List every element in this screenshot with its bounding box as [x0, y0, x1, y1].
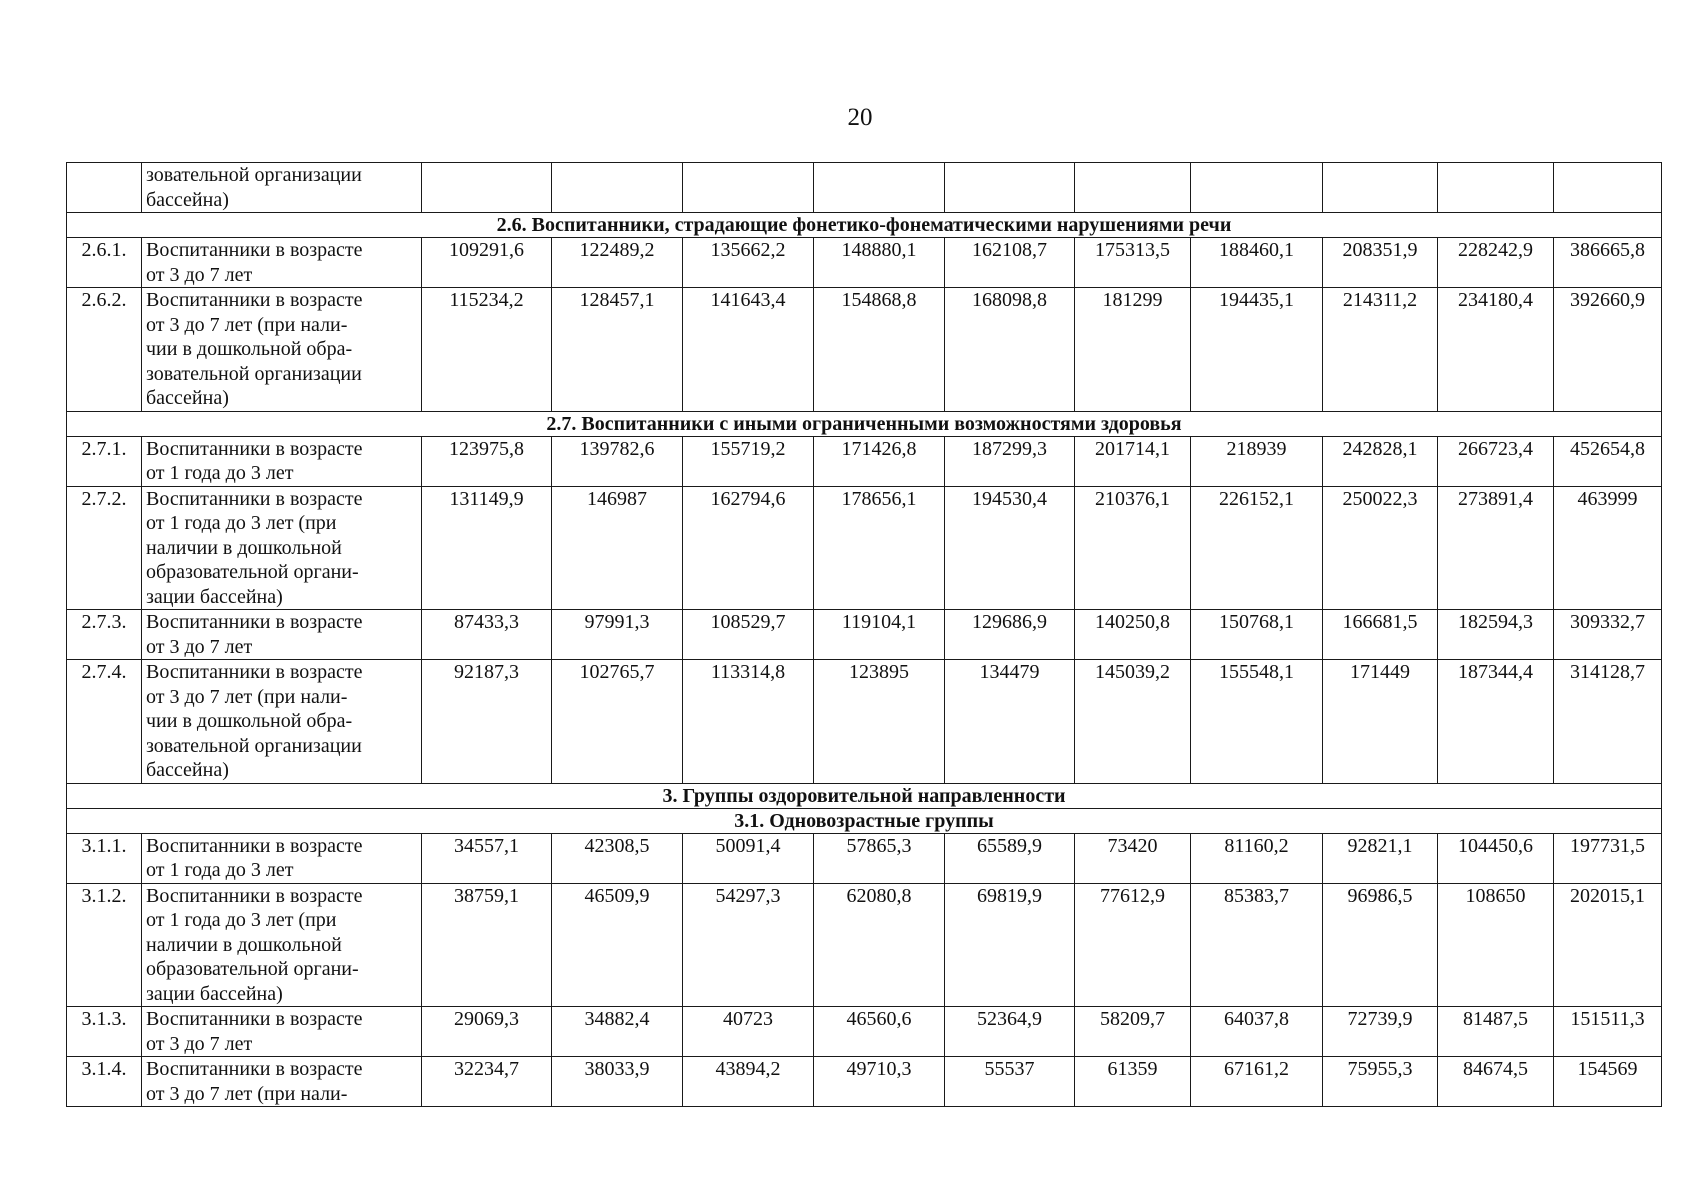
- table-row: [67, 288, 1662, 412]
- description-line: от 3 до 7 лет (при нали-: [146, 685, 348, 708]
- value-cell: 123895: [814, 660, 945, 784]
- row-description: [142, 1007, 422, 1057]
- value-cell: 109291,6: [422, 238, 552, 288]
- description-line: наличии в дошкольной: [146, 933, 342, 956]
- table-body: [67, 163, 1662, 1107]
- row-code: 2.7.4.: [67, 660, 142, 784]
- description-line: Воспитанники в возрасте: [146, 1058, 363, 1080]
- value-cell: [814, 163, 945, 213]
- value-cell: 266723,4: [1438, 436, 1554, 486]
- description-line: от 1 года до 3 лет: [146, 462, 294, 484]
- row-code: 3.1.4.: [67, 1057, 142, 1107]
- row-description: [142, 883, 422, 1007]
- value-cell: 73420: [1075, 833, 1191, 883]
- value-cell: 155548,1: [1191, 660, 1323, 784]
- description-line: от 3 до 7 лет (при нали-: [146, 313, 348, 336]
- value-cell: 96986,5: [1323, 883, 1438, 1007]
- row-description: [142, 833, 422, 883]
- value-cell: 104450,6: [1438, 833, 1554, 883]
- value-cell: 194435,1: [1191, 288, 1323, 412]
- description-line: Воспитанники в возрасте: [146, 834, 363, 857]
- value-cell: 194530,4: [945, 486, 1075, 610]
- value-cell: 150768,1: [1191, 610, 1323, 660]
- description-line: зовательной организации: [146, 734, 362, 757]
- value-cell: 141643,4: [683, 288, 814, 412]
- section-title: 2.7. Воспитанники с иными ограниченными возможностями здоровья: [67, 411, 1662, 436]
- value-cell: 314128,7: [1554, 660, 1662, 784]
- row-code: 2.6.1.: [67, 238, 142, 288]
- table-row: [67, 610, 1662, 660]
- value-cell: 139782,6: [552, 436, 683, 486]
- value-cell: 214311,2: [1323, 288, 1438, 412]
- value-cell: 97991,3: [552, 610, 683, 660]
- value-cell: [1554, 163, 1662, 213]
- table-row: [67, 1057, 1662, 1107]
- value-cell: 181299: [1075, 288, 1191, 412]
- page-number: 20: [847, 104, 873, 131]
- value-cell: 131149,9: [422, 486, 552, 610]
- value-cell: 123975,8: [422, 436, 552, 486]
- value-cell: 140250,8: [1075, 610, 1191, 660]
- table-row: [67, 436, 1662, 486]
- description-line: Воспитанники в возрасте: [146, 884, 363, 907]
- description-line: от 3 до 7 лет: [146, 1032, 253, 1055]
- row-description: [142, 436, 422, 486]
- description-line: бассейна): [146, 759, 229, 781]
- table-row: [67, 1007, 1662, 1057]
- value-cell: 386665,8: [1554, 238, 1662, 288]
- value-cell: 187299,3: [945, 436, 1075, 486]
- value-cell: 146987: [552, 486, 683, 610]
- row-description: [142, 660, 422, 784]
- value-cell: 65589,9: [945, 833, 1075, 883]
- section-row: [67, 808, 1662, 833]
- description-line: зации бассейна): [146, 585, 283, 608]
- section-row: [67, 213, 1662, 238]
- row-code: 2.7.3.: [67, 610, 142, 660]
- value-cell: 168098,8: [945, 288, 1075, 412]
- description-line: чии в дошкольной обра-: [146, 710, 353, 732]
- value-cell: 115234,2: [422, 288, 552, 412]
- value-cell: 84674,5: [1438, 1057, 1554, 1107]
- value-cell: 155719,2: [683, 436, 814, 486]
- value-cell: 52364,9: [945, 1007, 1075, 1057]
- value-cell: 75955,3: [1323, 1057, 1438, 1107]
- description-line: зовательной организации: [146, 164, 362, 186]
- row-code: 3.1.1.: [67, 833, 142, 883]
- row-code: 2.7.1.: [67, 436, 142, 486]
- row-description: [142, 486, 422, 610]
- value-cell: 43894,2: [683, 1057, 814, 1107]
- row-description: [142, 238, 422, 288]
- value-cell: 250022,3: [1323, 486, 1438, 610]
- value-cell: 162794,6: [683, 486, 814, 610]
- value-cell: 38759,1: [422, 883, 552, 1007]
- value-cell: 64037,8: [1191, 1007, 1323, 1057]
- description-line: образовательной органи-: [146, 561, 359, 583]
- value-cell: 392660,9: [1554, 288, 1662, 412]
- row-code: [67, 163, 142, 213]
- description-line: зации бассейна): [146, 982, 283, 1005]
- value-cell: [1323, 163, 1438, 213]
- value-cell: 58209,7: [1075, 1007, 1191, 1057]
- value-cell: 171426,8: [814, 436, 945, 486]
- value-cell: 135662,2: [683, 238, 814, 288]
- value-cell: 119104,1: [814, 610, 945, 660]
- value-cell: 34557,1: [422, 833, 552, 883]
- value-cell: 92187,3: [422, 660, 552, 784]
- value-cell: 210376,1: [1075, 486, 1191, 610]
- value-cell: 40723: [683, 1007, 814, 1057]
- description-line: от 3 до 7 лет: [146, 263, 253, 286]
- value-cell: 57865,3: [814, 833, 945, 883]
- value-cell: 166681,5: [1323, 610, 1438, 660]
- value-cell: 38033,9: [552, 1057, 683, 1107]
- description-line: Воспитанники в возрасте: [146, 661, 363, 683]
- value-cell: 85383,7: [1191, 883, 1323, 1007]
- value-cell: 154569: [1554, 1057, 1662, 1107]
- value-cell: 162108,7: [945, 238, 1075, 288]
- section-row: [67, 411, 1662, 436]
- description-line: от 3 до 7 лет (при нали-: [146, 1082, 348, 1105]
- value-cell: 175313,5: [1075, 238, 1191, 288]
- description-line: Воспитанники в возрасте: [146, 289, 363, 311]
- table-row: [67, 660, 1662, 784]
- row-description: [142, 610, 422, 660]
- table-row: [67, 163, 1662, 213]
- value-cell: 226152,1: [1191, 486, 1323, 610]
- value-cell: 178656,1: [814, 486, 945, 610]
- value-cell: [552, 163, 683, 213]
- value-cell: 61359: [1075, 1057, 1191, 1107]
- table-row: [67, 833, 1662, 883]
- value-cell: 145039,2: [1075, 660, 1191, 784]
- value-cell: 187344,4: [1438, 660, 1554, 784]
- section-title: 3. Группы оздоровительной направленности: [67, 783, 1662, 808]
- row-code: 3.1.3.: [67, 1007, 142, 1057]
- description-line: наличии в дошкольной: [146, 536, 342, 559]
- description-line: образовательной органи-: [146, 958, 359, 980]
- row-description: [142, 1057, 422, 1107]
- value-cell: 228242,9: [1438, 238, 1554, 288]
- value-cell: 34882,4: [552, 1007, 683, 1057]
- description-line: от 1 года до 3 лет: [146, 859, 294, 881]
- description-line: Воспитанники в возрасте: [146, 437, 363, 460]
- value-cell: 49710,3: [814, 1057, 945, 1107]
- section-title: 2.6. Воспитанники, страдающие фонетико-фонематическими нарушениями речи: [67, 213, 1662, 238]
- row-description: [142, 288, 422, 412]
- value-cell: 46509,9: [552, 883, 683, 1007]
- value-cell: [422, 163, 552, 213]
- row-code: 2.6.2.: [67, 288, 142, 412]
- value-cell: [1438, 163, 1554, 213]
- value-cell: 92821,1: [1323, 833, 1438, 883]
- value-cell: [1191, 163, 1323, 213]
- value-cell: 113314,8: [683, 660, 814, 784]
- table-row: [67, 486, 1662, 610]
- value-cell: 62080,8: [814, 883, 945, 1007]
- description-line: от 1 года до 3 лет (при: [146, 512, 337, 534]
- description-line: от 3 до 7 лет: [146, 635, 253, 658]
- value-cell: 188460,1: [1191, 238, 1323, 288]
- value-cell: 129686,9: [945, 610, 1075, 660]
- description-line: чии в дошкольной обра-: [146, 338, 353, 360]
- value-cell: 234180,4: [1438, 288, 1554, 412]
- description-line: зовательной организации: [146, 362, 362, 385]
- value-cell: 151511,3: [1554, 1007, 1662, 1057]
- row-description: [142, 163, 422, 213]
- value-cell: [683, 163, 814, 213]
- value-cell: 201714,1: [1075, 436, 1191, 486]
- value-cell: 72739,9: [1323, 1007, 1438, 1057]
- value-cell: 309332,7: [1554, 610, 1662, 660]
- value-cell: 55537: [945, 1057, 1075, 1107]
- value-cell: 171449: [1323, 660, 1438, 784]
- value-cell: 218939: [1191, 436, 1323, 486]
- value-cell: 242828,1: [1323, 436, 1438, 486]
- value-cell: 69819,9: [945, 883, 1075, 1007]
- value-cell: 128457,1: [552, 288, 683, 412]
- value-cell: [945, 163, 1075, 213]
- value-cell: 463999: [1554, 486, 1662, 610]
- value-cell: 197731,5: [1554, 833, 1662, 883]
- value-cell: 81160,2: [1191, 833, 1323, 883]
- value-cell: 87433,3: [422, 610, 552, 660]
- description-line: Воспитанники в возрасте: [146, 1008, 363, 1030]
- value-cell: 54297,3: [683, 883, 814, 1007]
- value-cell: 154868,8: [814, 288, 945, 412]
- value-cell: 108529,7: [683, 610, 814, 660]
- value-cell: 148880,1: [814, 238, 945, 288]
- value-cell: 102765,7: [552, 660, 683, 784]
- value-cell: 67161,2: [1191, 1057, 1323, 1107]
- description-line: бассейна): [146, 387, 229, 409]
- value-cell: 122489,2: [552, 238, 683, 288]
- value-cell: 46560,6: [814, 1007, 945, 1057]
- section-row: [67, 783, 1662, 808]
- value-cell: 208351,9: [1323, 238, 1438, 288]
- row-code: 2.7.2.: [67, 486, 142, 610]
- section-title: 3.1. Одновозрастные группы: [67, 808, 1662, 833]
- description-line: Воспитанники в возрасте: [146, 611, 363, 633]
- value-cell: 77612,9: [1075, 883, 1191, 1007]
- value-cell: [1075, 163, 1191, 213]
- value-cell: 202015,1: [1554, 883, 1662, 1007]
- value-cell: 29069,3: [422, 1007, 552, 1057]
- value-cell: 81487,5: [1438, 1007, 1554, 1057]
- description-line: бассейна): [146, 188, 229, 211]
- value-cell: 42308,5: [552, 833, 683, 883]
- tariff-table: [66, 162, 1662, 1107]
- table-row: [67, 883, 1662, 1007]
- value-cell: 134479: [945, 660, 1075, 784]
- description-line: Воспитанники в возрасте: [146, 239, 363, 261]
- value-cell: 452654,8: [1554, 436, 1662, 486]
- description-line: от 1 года до 3 лет (при: [146, 909, 337, 931]
- value-cell: 32234,7: [422, 1057, 552, 1107]
- description-line: Воспитанники в возрасте: [146, 487, 363, 510]
- table-row: [67, 238, 1662, 288]
- value-cell: 50091,4: [683, 833, 814, 883]
- value-cell: 182594,3: [1438, 610, 1554, 660]
- row-code: 3.1.2.: [67, 883, 142, 1007]
- value-cell: 273891,4: [1438, 486, 1554, 610]
- value-cell: 108650: [1438, 883, 1554, 1007]
